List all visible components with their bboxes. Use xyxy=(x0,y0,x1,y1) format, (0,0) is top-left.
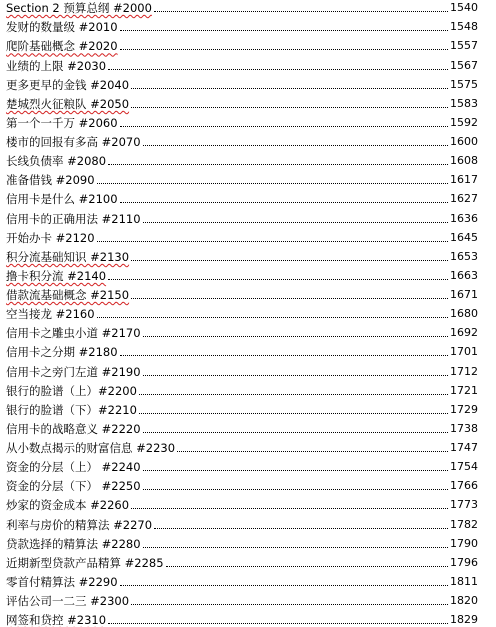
toc-entry[interactable] xyxy=(6,398,478,417)
toc-entry-title: 信用卡之雕虫小道 #2170 xyxy=(6,326,141,341)
toc-entry-page-number: 1567 xyxy=(450,58,478,72)
toc-entry[interactable] xyxy=(6,436,478,455)
toc-entry-page-number: 1663 xyxy=(450,268,478,282)
toc-entry[interactable] xyxy=(6,359,478,378)
toc-entry-page-number: 1790 xyxy=(450,536,478,550)
toc-entry-title: 网签和贷控 #2310 xyxy=(6,613,107,627)
dot-leader xyxy=(143,221,448,223)
toc-entry-title: 信用卡之旁门左道 #2190 xyxy=(6,364,141,379)
dot-leader xyxy=(97,316,448,318)
toc-entry-title: 开始办卡 #2120 xyxy=(6,230,95,245)
toc-entry-title: 信用卡的正确用法 #2110 xyxy=(6,211,141,226)
toc-entry[interactable] xyxy=(6,264,478,283)
toc-entry-title: 银行的脸谱（上）#2200 xyxy=(6,383,137,398)
toc-entry-title: 长线负债率 #2080 xyxy=(6,154,107,169)
toc-entry[interactable] xyxy=(6,168,478,187)
toc-entry-page-number: 1540 xyxy=(450,1,478,15)
dot-leader xyxy=(120,584,448,586)
dot-leader xyxy=(143,431,448,433)
toc-entry-page-number: 1747 xyxy=(450,441,478,454)
dot-leader xyxy=(120,48,448,50)
toc-entry-page-number: 1729 xyxy=(450,402,478,416)
toc-entry[interactable] xyxy=(6,608,478,627)
toc-entry-page-number: 1680 xyxy=(450,307,478,321)
toc-entry-page-number: 1627 xyxy=(450,192,478,206)
dot-leader xyxy=(131,603,448,605)
toc-entry[interactable] xyxy=(6,34,478,53)
toc-entry-title: 零首付精算法 #2290 xyxy=(6,574,118,589)
toc-entry[interactable] xyxy=(6,92,478,111)
toc-entry-page-number: 1608 xyxy=(450,154,478,168)
toc-entry[interactable] xyxy=(6,340,478,359)
toc-entry-title: 信用卡是什么 #2100 xyxy=(6,192,118,207)
toc-entry[interactable] xyxy=(6,15,478,34)
toc-entry-title: 信用卡之分期 #2180 xyxy=(6,345,118,360)
toc-entry-title: 利率与房价的精算法 #2270 xyxy=(6,517,153,532)
dot-leader xyxy=(131,106,448,108)
dot-leader xyxy=(154,10,448,12)
toc-entry-title: 资金的分层（上） #2240 xyxy=(6,460,141,475)
toc-entry-title: 楼市的回报有多高 #2070 xyxy=(6,135,141,149)
toc-entry-title: 发财的数量级 #2010 xyxy=(6,20,118,35)
toc-entry[interactable] xyxy=(6,379,478,398)
dot-leader xyxy=(177,450,448,452)
toc-entry-page-number: 1645 xyxy=(450,230,478,244)
dot-leader xyxy=(131,87,448,89)
toc-entry-title: 近期新型贷款产品精算 #2285 xyxy=(6,555,164,570)
toc-entry-title: 第一个一千万 #2060 xyxy=(6,115,118,130)
toc-entry-title: 准备借钱 #2090 xyxy=(6,173,95,188)
dot-leader xyxy=(131,259,448,261)
dot-leader xyxy=(108,68,448,70)
toc-entry[interactable] xyxy=(6,417,478,436)
toc-entry[interactable] xyxy=(6,493,478,512)
toc-entry[interactable] xyxy=(6,474,478,493)
dot-leader xyxy=(120,29,448,31)
dot-leader xyxy=(108,163,448,165)
toc-entry-page-number: 1671 xyxy=(450,288,478,301)
toc-entry-page-number: 1796 xyxy=(450,555,478,569)
toc-entry-title: 撸卡积分流 #2140 xyxy=(6,268,107,283)
toc-entry-page-number: 1617 xyxy=(450,173,478,187)
toc-entry[interactable] xyxy=(6,226,478,245)
toc-entry[interactable] xyxy=(6,455,478,474)
toc-entry-page-number: 1712 xyxy=(450,364,478,378)
toc-entry-page-number: 1811 xyxy=(450,574,478,588)
dot-leader xyxy=(143,374,448,376)
dot-leader xyxy=(154,527,448,529)
toc-entry[interactable] xyxy=(6,53,478,72)
toc-entry[interactable] xyxy=(6,149,478,168)
dot-leader xyxy=(97,182,448,184)
toc-entry-page-number: 1583 xyxy=(450,96,478,110)
table-of-contents xyxy=(6,0,478,627)
toc-entry-title: 空当接龙 #2160 xyxy=(6,307,95,322)
dot-leader xyxy=(143,546,448,548)
dot-leader xyxy=(120,125,448,127)
dot-leader xyxy=(166,565,448,567)
toc-entry-title: 借款流基础概念 #2150 xyxy=(6,288,130,302)
toc-entry-title: 银行的脸谱（下）#2210 xyxy=(6,402,137,417)
toc-entry[interactable] xyxy=(6,283,478,302)
toc-entry-page-number: 1829 xyxy=(450,613,478,627)
toc-entry-title: Section 2 预算总纲 #2000 xyxy=(6,1,152,16)
toc-entry-title: 楚城烈火征粮队 #2050 xyxy=(6,96,130,111)
toc-entry-page-number: 1575 xyxy=(450,77,478,91)
dot-leader xyxy=(108,278,448,280)
dot-leader xyxy=(139,393,448,395)
dot-leader xyxy=(120,354,448,356)
toc-entry[interactable] xyxy=(6,206,478,225)
dot-leader xyxy=(139,412,448,414)
toc-entry-title: 贷款选择的精算法 #2280 xyxy=(6,536,141,551)
toc-entry-page-number: 1721 xyxy=(450,383,478,397)
toc-entry[interactable] xyxy=(6,73,478,92)
toc-entry[interactable] xyxy=(6,130,478,149)
dot-leader xyxy=(97,240,448,242)
dot-leader xyxy=(143,469,448,471)
dot-leader xyxy=(131,507,448,509)
toc-entry-page-number: 1773 xyxy=(450,498,478,512)
toc-entry-page-number: 1653 xyxy=(450,249,478,263)
toc-entry-title: 信用卡的战略意义 #2220 xyxy=(6,421,141,436)
dot-leader xyxy=(108,622,448,624)
toc-entry-page-number: 1557 xyxy=(450,39,478,53)
toc-entry[interactable] xyxy=(6,532,478,551)
toc-entry-title: 资金的分层（下） #2250 xyxy=(6,479,141,494)
dot-leader xyxy=(143,335,448,337)
toc-entry-page-number: 1592 xyxy=(450,115,478,129)
toc-entry-page-number: 1766 xyxy=(450,479,478,493)
toc-entry-page-number: 1820 xyxy=(450,594,478,607)
toc-entry-page-number: 1600 xyxy=(450,135,478,148)
toc-entry-page-number: 1782 xyxy=(450,517,478,531)
toc-entry-page-number: 1692 xyxy=(450,326,478,340)
toc-entry-title: 更多更早的金钱 #2040 xyxy=(6,77,130,92)
dot-leader xyxy=(143,488,448,490)
toc-entry-page-number: 1754 xyxy=(450,460,478,474)
toc-entry[interactable] xyxy=(6,551,478,570)
toc-entry-title: 炒家的资金成本 #2260 xyxy=(6,498,130,513)
toc-entry[interactable] xyxy=(6,512,478,531)
toc-entry-title: 业绩的上限 #2030 xyxy=(6,58,107,73)
toc-entry[interactable] xyxy=(6,0,478,15)
toc-entry[interactable] xyxy=(6,111,478,130)
toc-entry[interactable] xyxy=(6,187,478,206)
toc-entry[interactable] xyxy=(6,321,478,340)
toc-entry[interactable] xyxy=(6,570,478,589)
toc-entry-page-number: 1548 xyxy=(450,20,478,34)
dot-leader xyxy=(131,297,448,299)
toc-entry-title: 爬阶基础概念 #2020 xyxy=(6,39,118,54)
toc-entry-page-number: 1636 xyxy=(450,211,478,225)
toc-entry[interactable] xyxy=(6,302,478,321)
dot-leader xyxy=(120,201,448,203)
toc-entry[interactable] xyxy=(6,589,478,608)
toc-entry-title: 评估公司一二三 #2300 xyxy=(6,594,130,608)
toc-entry-title: 从小数点揭示的财富信息 #2230 xyxy=(6,441,176,455)
dot-leader xyxy=(143,144,448,146)
toc-entry-page-number: 1738 xyxy=(450,421,478,435)
toc-entry-page-number: 1701 xyxy=(450,345,478,359)
toc-entry-title: 积分流基础知识 #2130 xyxy=(6,249,130,264)
toc-entry[interactable] xyxy=(6,245,478,264)
